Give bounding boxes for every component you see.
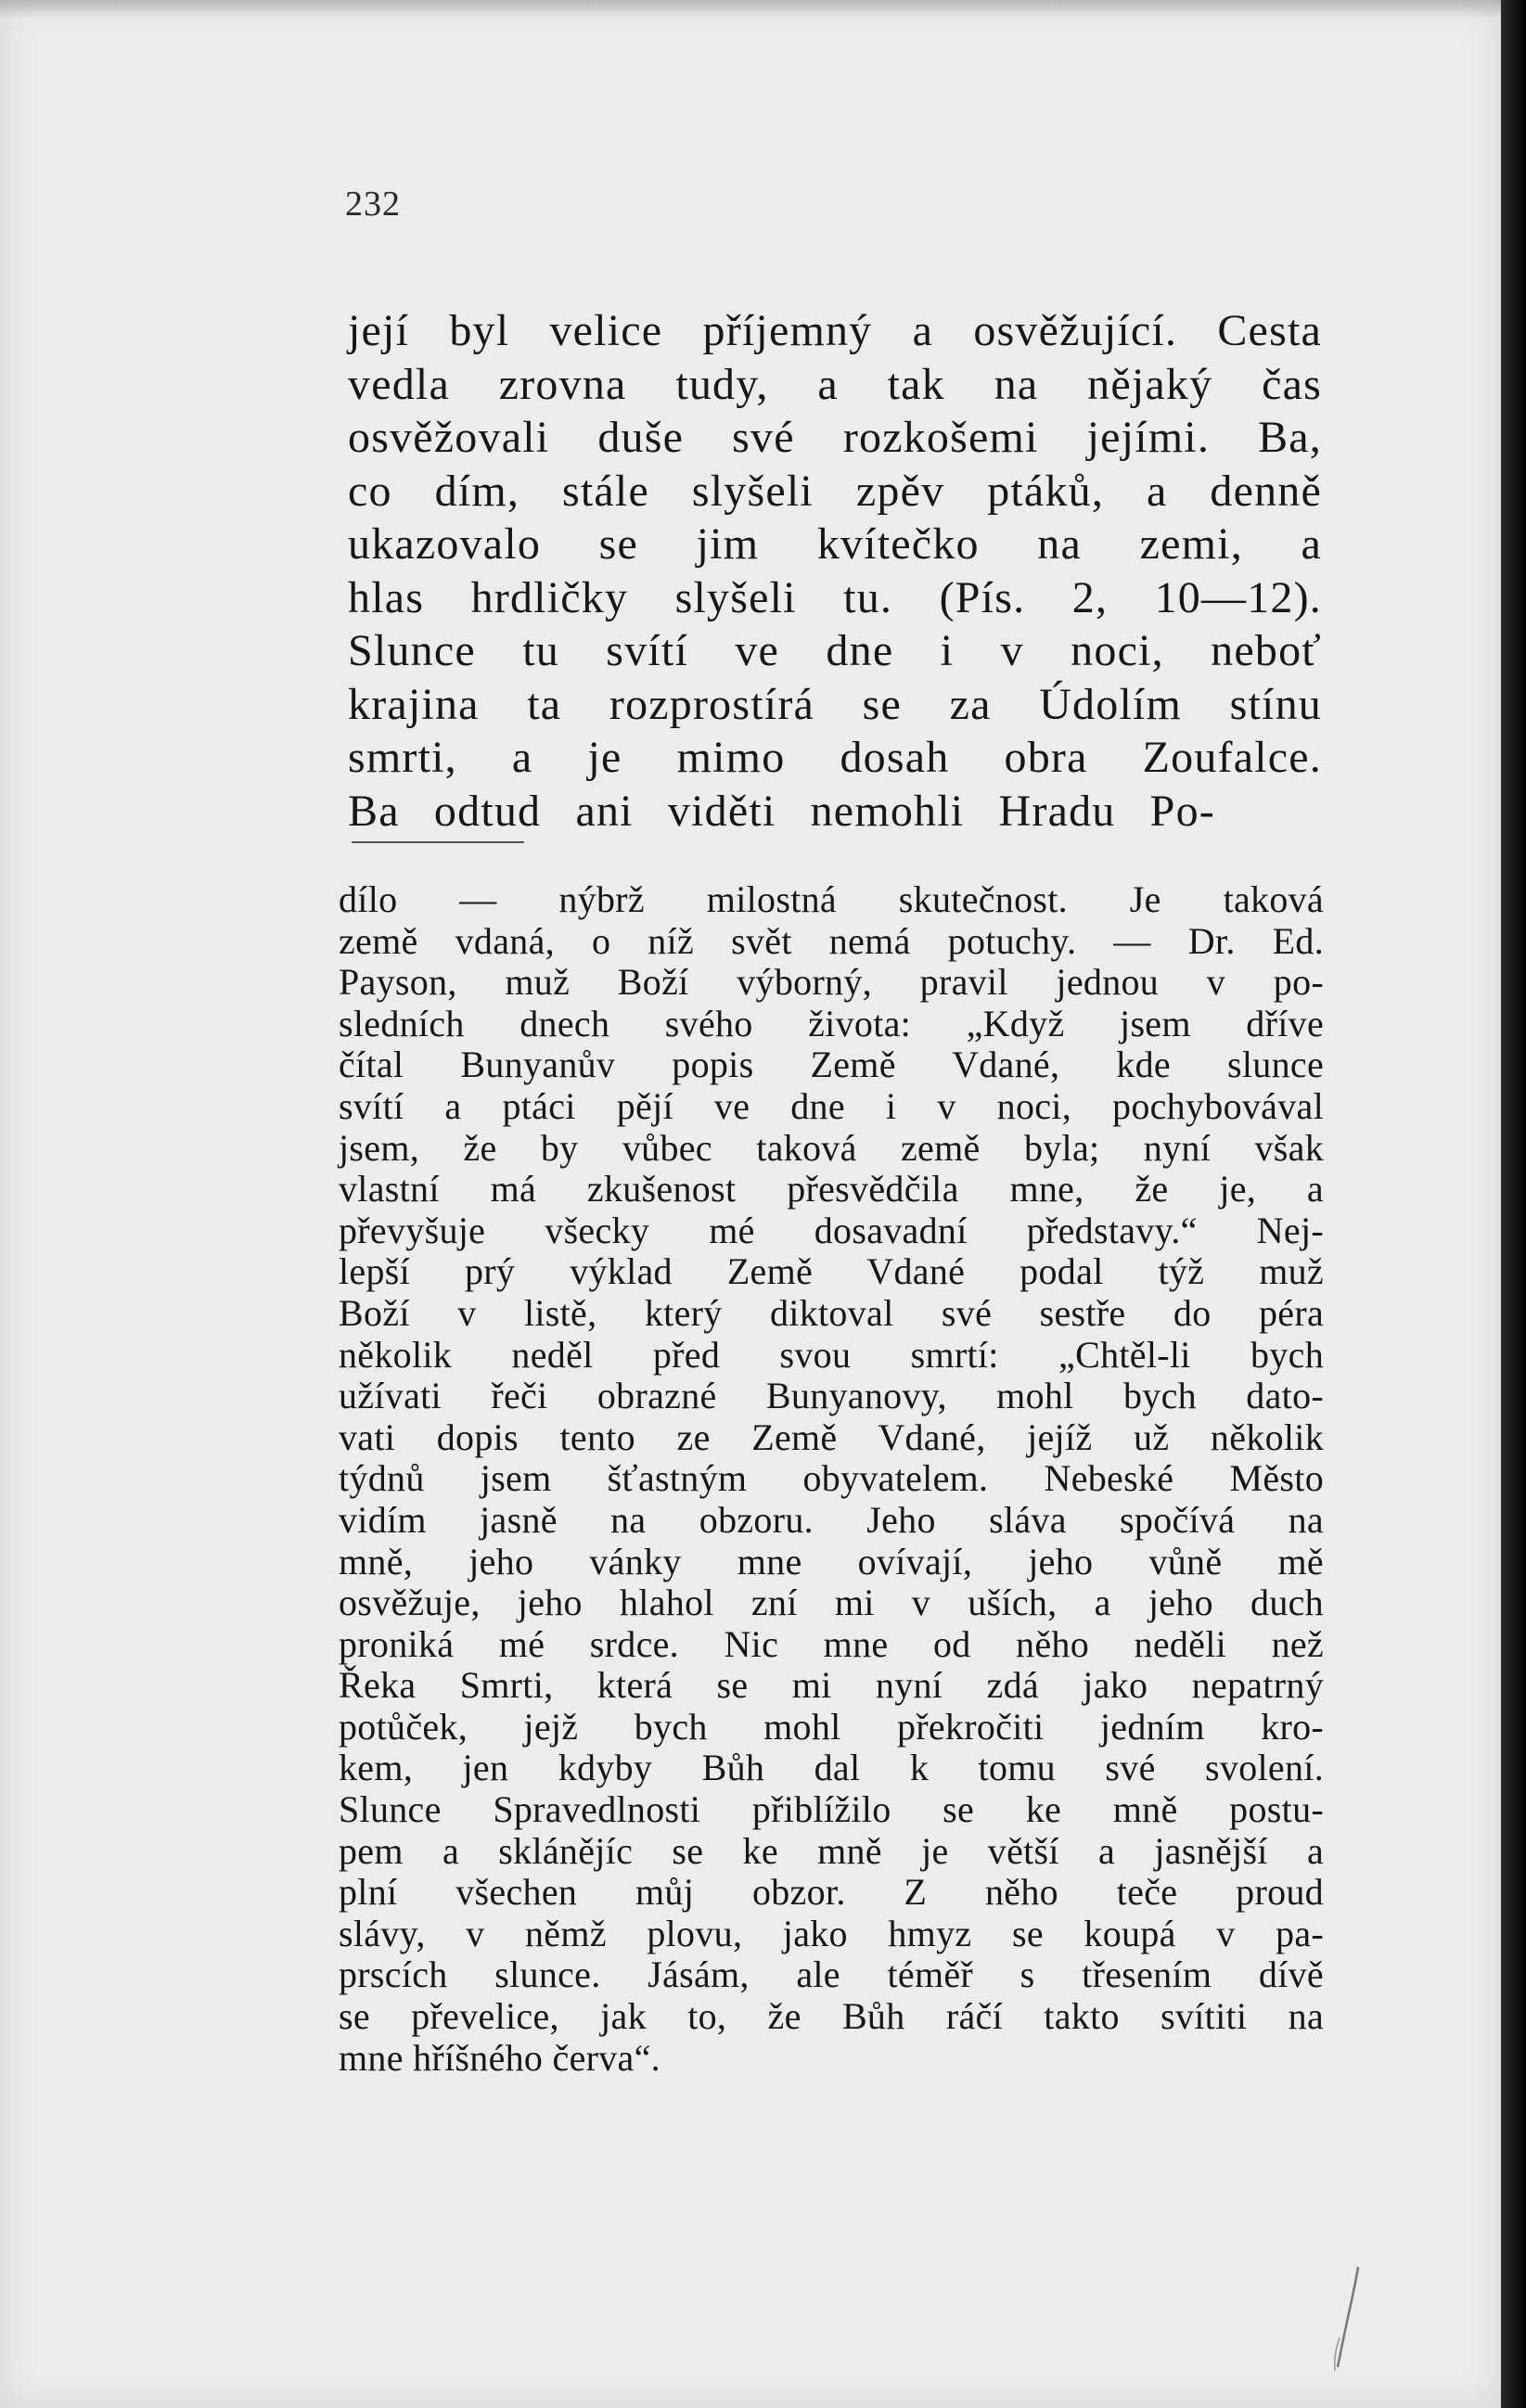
main-text-line: Slunce tu svítí ve dne i v noci, neboť [348,626,1322,675]
main-text-line: její byl velice příjemný a osvěžující. Cesta [348,306,1322,355]
footnote-line: potůček, jejž bych mohl překročiti jedním kro- [339,1705,1324,1748]
main-text-line: smrti, a je mimo dosah obra Zoufalce. [348,733,1322,782]
main-text-line: Ba odtud ani viděti nemohli Hradu Po- [348,786,1215,836]
footnote-line: dílo — nýbrž milostná skutečnost. Je taková [339,878,1324,920]
footnote-line: Slunce Spravedlnosti přiblížilo se ke mně postu- [339,1788,1324,1831]
page-edge-shadow [1501,0,1526,2408]
main-text-line: hlas hrdličky slyšeli tu. (Pís. 2, 10—12). [348,572,1322,622]
footnote-line: převyšuje všecky mé dosavadní představy.“ Nej- [339,1209,1324,1251]
footnote-line: mne hříšného červa“. [339,2036,660,2079]
footnote-line: osvěžuje, jeho hlahol zní mi v uších, a jeho duch [339,1582,1324,1624]
footnote-line: se převelice, jak to, že Bůh ráčí takto svítiti na [339,1995,1324,2038]
footnote-line: mně, jeho vánky mne ovívají, jeho vůně mě [339,1540,1324,1582]
footnote-line: Payson, muž Boží výborný, pravil jednou v po- [339,961,1324,1004]
footnote-line: svítí a ptáci pějí ve dne i v noci, pochybovával [339,1084,1324,1127]
footnote-separator [352,841,524,843]
main-text-line: ukazovalo se jim kvítečko na zemi, a [348,519,1322,569]
footnote [339,879,1324,2079]
footnote-line: jsem, že by vůbec taková země byla; nyní však [339,1126,1324,1169]
footnote-line: vlastní má zkušenost přesvědčila mne, že je, a [339,1168,1324,1210]
footnote-line: proniká mé srdce. Nic mne od něho neděli než [339,1622,1324,1665]
footnote-line: užívati řeči obrazné Bunyanovy, mohl bych dato- [339,1375,1324,1417]
footnote-line: pem a sklánějíc se ke mně je větší a jasnější a [339,1829,1324,1872]
main-text-line: vedla zrovna tudy, a tak na nějaký čas [348,359,1322,409]
main-text-line: osvěžovali duše své rozkošemi jejími. Ba, [348,413,1322,462]
main-text-line: co dím, stále slyšeli zpěv ptáků, a denně [348,466,1322,516]
footnote-line: týdnů jsem šťastným obyvatelem. Nebeské Město [339,1457,1324,1500]
footnote-line: plní všechen můj obzor. Z něho teče proud [339,1871,1324,1914]
pencil-mark [1327,2263,1364,2375]
footnote-line: vati dopis tento ze Země Vdané, jejíž už několik [339,1415,1324,1458]
footnote-line: čítal Bunyanův popis Země Vdané, kde slunce [339,1044,1324,1086]
footnote-line: Boží v listě, který diktoval své sestře do péra [339,1291,1324,1334]
page-top-shadow [0,0,1501,19]
footnote-line: několik neděl před svou smrtí: „Chtěl-li bych [339,1333,1324,1376]
main-text-line: krajina ta rozprostírá se za Údolím stínu [348,679,1322,729]
main-text [348,304,1322,838]
footnote-line: sledních dnech svého života: „Když jsem dříve [339,1002,1324,1044]
footnote-line: prscích slunce. Jásám, ale téměř s třesením dívě [339,1953,1324,1996]
page-number: 232 [345,185,401,224]
footnote-line: slávy, v němž plovu, jako hmyz se koupá v pa- [339,1912,1324,1954]
footnote-line: vidím jasně na obzoru. Jeho sláva spočívá na [339,1498,1324,1541]
footnote-line: lepší prý výklad Země Vdané podal týž muž [339,1250,1324,1293]
footnote-line: Řeka Smrti, která se mi nyní zdá jako nepatrný [339,1664,1324,1707]
footnote-line: země vdaná, o níž svět nemá potuchy. — Dr. Ed. [339,919,1324,962]
footnote-line: kem, jen kdyby Bůh dal k tomu své svolení. [339,1747,1324,1789]
